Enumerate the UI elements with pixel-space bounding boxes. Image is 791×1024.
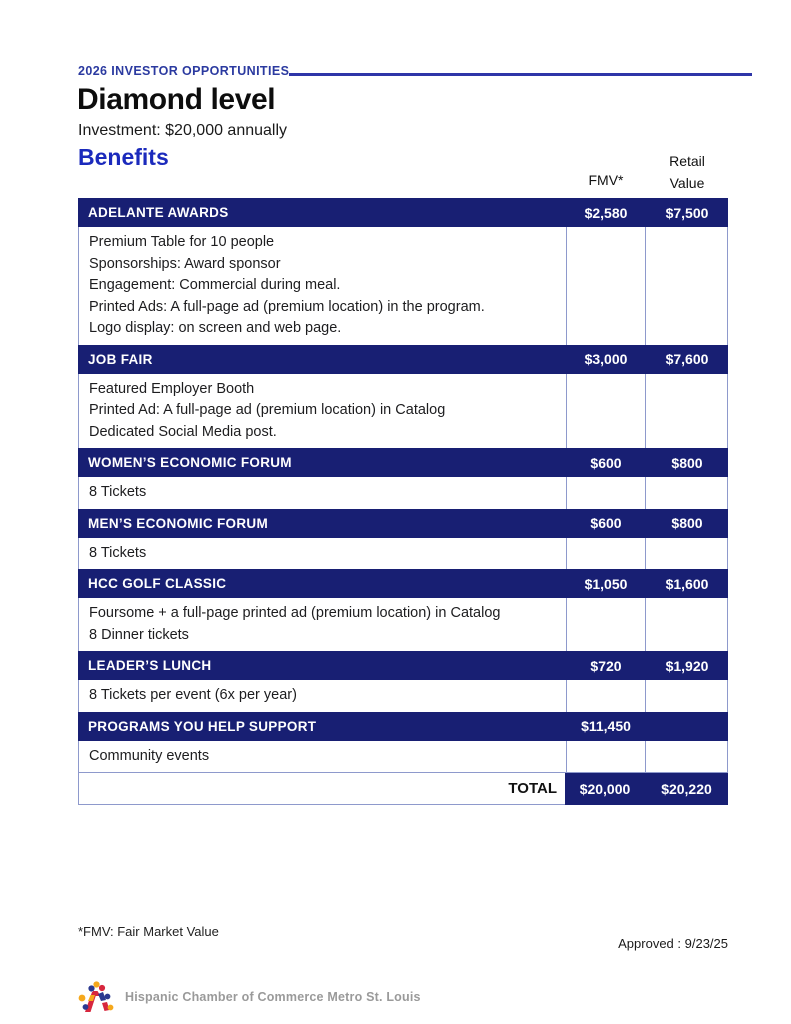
benefit-section-body bbox=[79, 227, 727, 345]
fmv-cell bbox=[566, 538, 646, 570]
section-title: LEADER’S LUNCH bbox=[88, 658, 212, 673]
benefit-line: Printed Ads: A full-page ad (premium location) in the program. bbox=[89, 298, 485, 315]
eyebrow-divider-line bbox=[289, 73, 752, 76]
benefit-line: Logo display: on screen and web page. bbox=[89, 320, 342, 336]
section-retail-value: $1,920 bbox=[665, 657, 709, 674]
section-title: JOB FAIR bbox=[88, 351, 153, 367]
benefits-table bbox=[78, 198, 728, 805]
total-row bbox=[79, 772, 727, 804]
benefit-line: Featured Employer Booth bbox=[89, 380, 255, 397]
benefit-line: Dedicated Social Media post. bbox=[89, 423, 277, 440]
section-title: HCC GOLF CLASSIC bbox=[88, 576, 227, 591]
benefit-line: 8 Tickets bbox=[89, 544, 147, 561]
benefit-line: 8 Dinner tickets bbox=[89, 626, 189, 643]
section-fmv-value: $600 bbox=[590, 454, 622, 471]
benefit-section-body bbox=[79, 477, 727, 509]
brand-footer bbox=[76, 979, 421, 1015]
retail-column-header bbox=[646, 150, 728, 194]
benefit-section-header bbox=[78, 569, 728, 598]
benefit-line: Foursome + a full-page printed ad (premium location) in Catalog bbox=[89, 605, 501, 621]
benefit-line: Printed Ad: A full-page ad (premium location) in Catalog bbox=[89, 402, 446, 418]
approved-date: Approved : 9/23/25 bbox=[618, 936, 728, 951]
section-fmv-value: $1,050 bbox=[584, 575, 628, 592]
retail-cell bbox=[645, 598, 727, 651]
section-fmv-value: $11,450 bbox=[581, 718, 631, 734]
benefit-line: Premium Table for 10 people bbox=[89, 234, 275, 250]
benefit-line: Sponsorships: Award sponsor bbox=[89, 255, 281, 272]
total-label: TOTAL bbox=[508, 780, 557, 797]
org-name: Hispanic Chamber of Commerce Metro St. Louis bbox=[125, 990, 421, 1004]
benefit-section-header bbox=[78, 345, 728, 374]
section-description bbox=[79, 227, 566, 345]
benefit-section-body bbox=[79, 598, 727, 651]
section-retail-value: $7,600 bbox=[665, 351, 709, 367]
fmv-cell bbox=[566, 227, 646, 345]
section-fmv-value: $3,000 bbox=[584, 351, 628, 367]
section-retail-value: $800 bbox=[671, 454, 703, 471]
fmv-cell bbox=[566, 598, 646, 651]
section-description bbox=[79, 598, 566, 651]
section-description bbox=[79, 538, 566, 570]
benefit-section-header bbox=[78, 198, 728, 227]
benefit-section-header bbox=[78, 509, 728, 538]
total-fmv-value: $20,000 bbox=[579, 781, 631, 797]
page-title: Diamond level bbox=[77, 83, 276, 116]
retail-cell bbox=[645, 680, 727, 712]
fmv-column-header: FMV* bbox=[588, 172, 624, 188]
section-retail-value: $800 bbox=[671, 515, 703, 531]
section-fmv-value: $2,580 bbox=[584, 204, 628, 221]
section-description bbox=[79, 374, 566, 449]
benefit-section-header bbox=[78, 712, 728, 741]
retail-header-line1: Retail bbox=[669, 153, 705, 169]
section-fmv-value: $720 bbox=[590, 657, 622, 674]
retail-cell bbox=[645, 374, 727, 449]
eyebrow-label: 2026 INVESTOR OPPORTUNITIES bbox=[78, 64, 290, 78]
benefit-line: 8 Tickets per event (6x per year) bbox=[89, 687, 297, 703]
benefit-line: Engagement: Commercial during meal. bbox=[89, 277, 341, 293]
section-title: ADELANTE AWARDS bbox=[88, 205, 229, 220]
benefit-line: 8 Tickets bbox=[89, 484, 147, 500]
investment-subtitle: Investment: $20,000 annually bbox=[78, 122, 288, 139]
retail-header-line2: Value bbox=[669, 175, 705, 191]
hcc-logo-icon bbox=[76, 979, 114, 1015]
section-retail-value: $7,500 bbox=[665, 204, 709, 221]
fmv-cell bbox=[566, 374, 646, 449]
benefit-section-body bbox=[79, 538, 727, 570]
section-fmv-value: $600 bbox=[590, 515, 622, 531]
section-description bbox=[79, 477, 566, 509]
retail-cell bbox=[645, 477, 727, 509]
benefit-section-body bbox=[79, 741, 727, 773]
section-retail-value: $1,600 bbox=[665, 575, 709, 592]
section-title: PROGRAMS YOU HELP SUPPORT bbox=[88, 718, 317, 734]
benefit-sections bbox=[79, 198, 727, 772]
total-retail-value: $20,220 bbox=[661, 781, 712, 797]
fmv-cell bbox=[566, 477, 646, 509]
retail-cell bbox=[645, 227, 727, 345]
benefit-section-body bbox=[79, 374, 727, 449]
total-values bbox=[565, 773, 728, 805]
retail-cell bbox=[645, 538, 727, 570]
retail-cell bbox=[645, 741, 727, 773]
benefit-line: Community events bbox=[89, 747, 210, 764]
section-title: MEN’S ECONOMIC FORUM bbox=[88, 515, 268, 531]
benefit-section-header bbox=[78, 651, 728, 680]
benefit-section-body bbox=[79, 680, 727, 712]
section-title: WOMEN’S ECONOMIC FORUM bbox=[88, 455, 292, 470]
fmv-cell bbox=[566, 680, 646, 712]
fmv-footnote: *FMV: Fair Market Value bbox=[78, 924, 219, 939]
section-description bbox=[79, 741, 566, 773]
section-description bbox=[79, 680, 566, 712]
benefits-heading: Benefits bbox=[78, 144, 169, 170]
fmv-cell bbox=[566, 741, 646, 773]
benefit-section-header bbox=[78, 448, 728, 477]
